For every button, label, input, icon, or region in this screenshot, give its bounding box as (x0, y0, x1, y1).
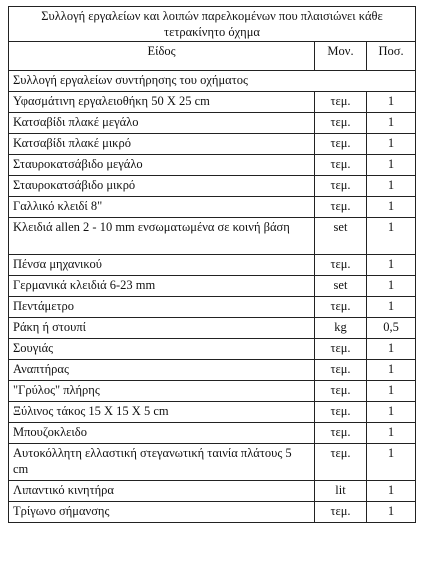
item-cell: Σταυροκατσάβιδο μικρό (9, 176, 315, 197)
unit-cell: τεμ. (315, 255, 367, 276)
unit-cell: τεμ. (315, 134, 367, 155)
item-cell: Κατσαβίδι πλακέ μεγάλο (9, 113, 315, 134)
qty-cell: 1 (367, 134, 416, 155)
item-cell: Σταυροκατσάβιδο μεγάλο (9, 155, 315, 176)
unit-cell: set (315, 276, 367, 297)
table-row (9, 339, 416, 360)
unit-cell: τεμ. (315, 423, 367, 444)
item-cell: Αναπτήρας (9, 360, 315, 381)
table-row (9, 318, 416, 339)
qty-cell: 1 (367, 92, 416, 113)
unit-cell: τεμ. (315, 381, 367, 402)
unit-cell: τεμ. (315, 197, 367, 218)
table-row (9, 402, 416, 423)
table-row (9, 255, 416, 276)
unit-cell: τεμ. (315, 176, 367, 197)
table-title: Συλλογή εργαλείων και λοιπών παρελκομένων που πλαισιώνει κάθε τετρακίνητο όχημα (9, 7, 416, 42)
item-cell: Κλειδιά allen 2 - 10 mm ενσωματωμένα σε κοινή βάση (9, 218, 315, 255)
item-cell: Πένσα μηχανικού (9, 255, 315, 276)
unit-cell: lit (315, 481, 367, 502)
qty-cell: 1 (367, 255, 416, 276)
table-row (9, 218, 416, 255)
table-body (9, 71, 416, 523)
table-row (9, 113, 416, 134)
qty-cell: 1 (367, 444, 416, 481)
qty-cell: 1 (367, 197, 416, 218)
header-item: Είδος (9, 42, 315, 71)
qty-cell: 1 (367, 381, 416, 402)
table-row (9, 297, 416, 318)
qty-cell: 1 (367, 113, 416, 134)
qty-cell: 1 (367, 176, 416, 197)
unit-cell: τεμ. (315, 502, 367, 523)
qty-cell: 0,5 (367, 318, 416, 339)
item-cell: Αυτοκόλλητη ελλαστική στεγανωτική ταινία πλάτους 5 cm (9, 444, 315, 481)
qty-cell: 1 (367, 423, 416, 444)
item-cell: Τρίγωνο σήμανσης (9, 502, 315, 523)
item-cell: Γαλλικό κλειδί 8" (9, 197, 315, 218)
table-row (9, 502, 416, 523)
table-row (9, 360, 416, 381)
header-qty: Ποσ. (367, 42, 416, 71)
unit-cell: τεμ. (315, 444, 367, 481)
qty-cell: 1 (367, 155, 416, 176)
unit-cell: τεμ. (315, 155, 367, 176)
item-cell: Γερμανικά κλειδιά 6-23 mm (9, 276, 315, 297)
item-cell: "Γρύλος" πλήρης (9, 381, 315, 402)
item-cell: Σουγιάς (9, 339, 315, 360)
qty-cell: 1 (367, 218, 416, 255)
table-row (9, 134, 416, 155)
unit-cell: τεμ. (315, 92, 367, 113)
qty-cell: 1 (367, 339, 416, 360)
qty-cell: 1 (367, 402, 416, 423)
qty-cell: 1 (367, 502, 416, 523)
table-row (9, 444, 416, 481)
header-unit: Μον. (315, 42, 367, 71)
tools-table (8, 6, 416, 523)
section-heading: Συλλογή εργαλείων συντήρησης του οχήματος (9, 71, 416, 92)
unit-cell: τεμ. (315, 297, 367, 318)
section-row (9, 71, 416, 92)
item-cell: Κατσαβίδι πλακέ μικρό (9, 134, 315, 155)
unit-cell: τεμ. (315, 113, 367, 134)
unit-cell: τεμ. (315, 402, 367, 423)
qty-cell: 1 (367, 360, 416, 381)
item-cell: Λιπαντικό κινητήρα (9, 481, 315, 502)
item-cell: Πεντάμετρο (9, 297, 315, 318)
item-cell: Υφασμάτινη εργαλειοθήκη 50 Χ 25 cm (9, 92, 315, 113)
table-row (9, 481, 416, 502)
table-row (9, 423, 416, 444)
item-cell: Ράκη ή στουπί (9, 318, 315, 339)
item-cell: Ξύλινος τάκος 15 Χ 15 Χ 5 cm (9, 402, 315, 423)
header-row (9, 42, 416, 71)
table-row (9, 197, 416, 218)
table-row (9, 381, 416, 402)
unit-cell: kg (315, 318, 367, 339)
table-row (9, 176, 416, 197)
qty-cell: 1 (367, 276, 416, 297)
qty-cell: 1 (367, 481, 416, 502)
unit-cell: set (315, 218, 367, 255)
qty-cell: 1 (367, 297, 416, 318)
table-row (9, 155, 416, 176)
item-cell: Μπουζοκλειδο (9, 423, 315, 444)
table-row (9, 276, 416, 297)
unit-cell: τεμ. (315, 360, 367, 381)
table-row (9, 92, 416, 113)
title-row (9, 7, 416, 42)
unit-cell: τεμ. (315, 339, 367, 360)
